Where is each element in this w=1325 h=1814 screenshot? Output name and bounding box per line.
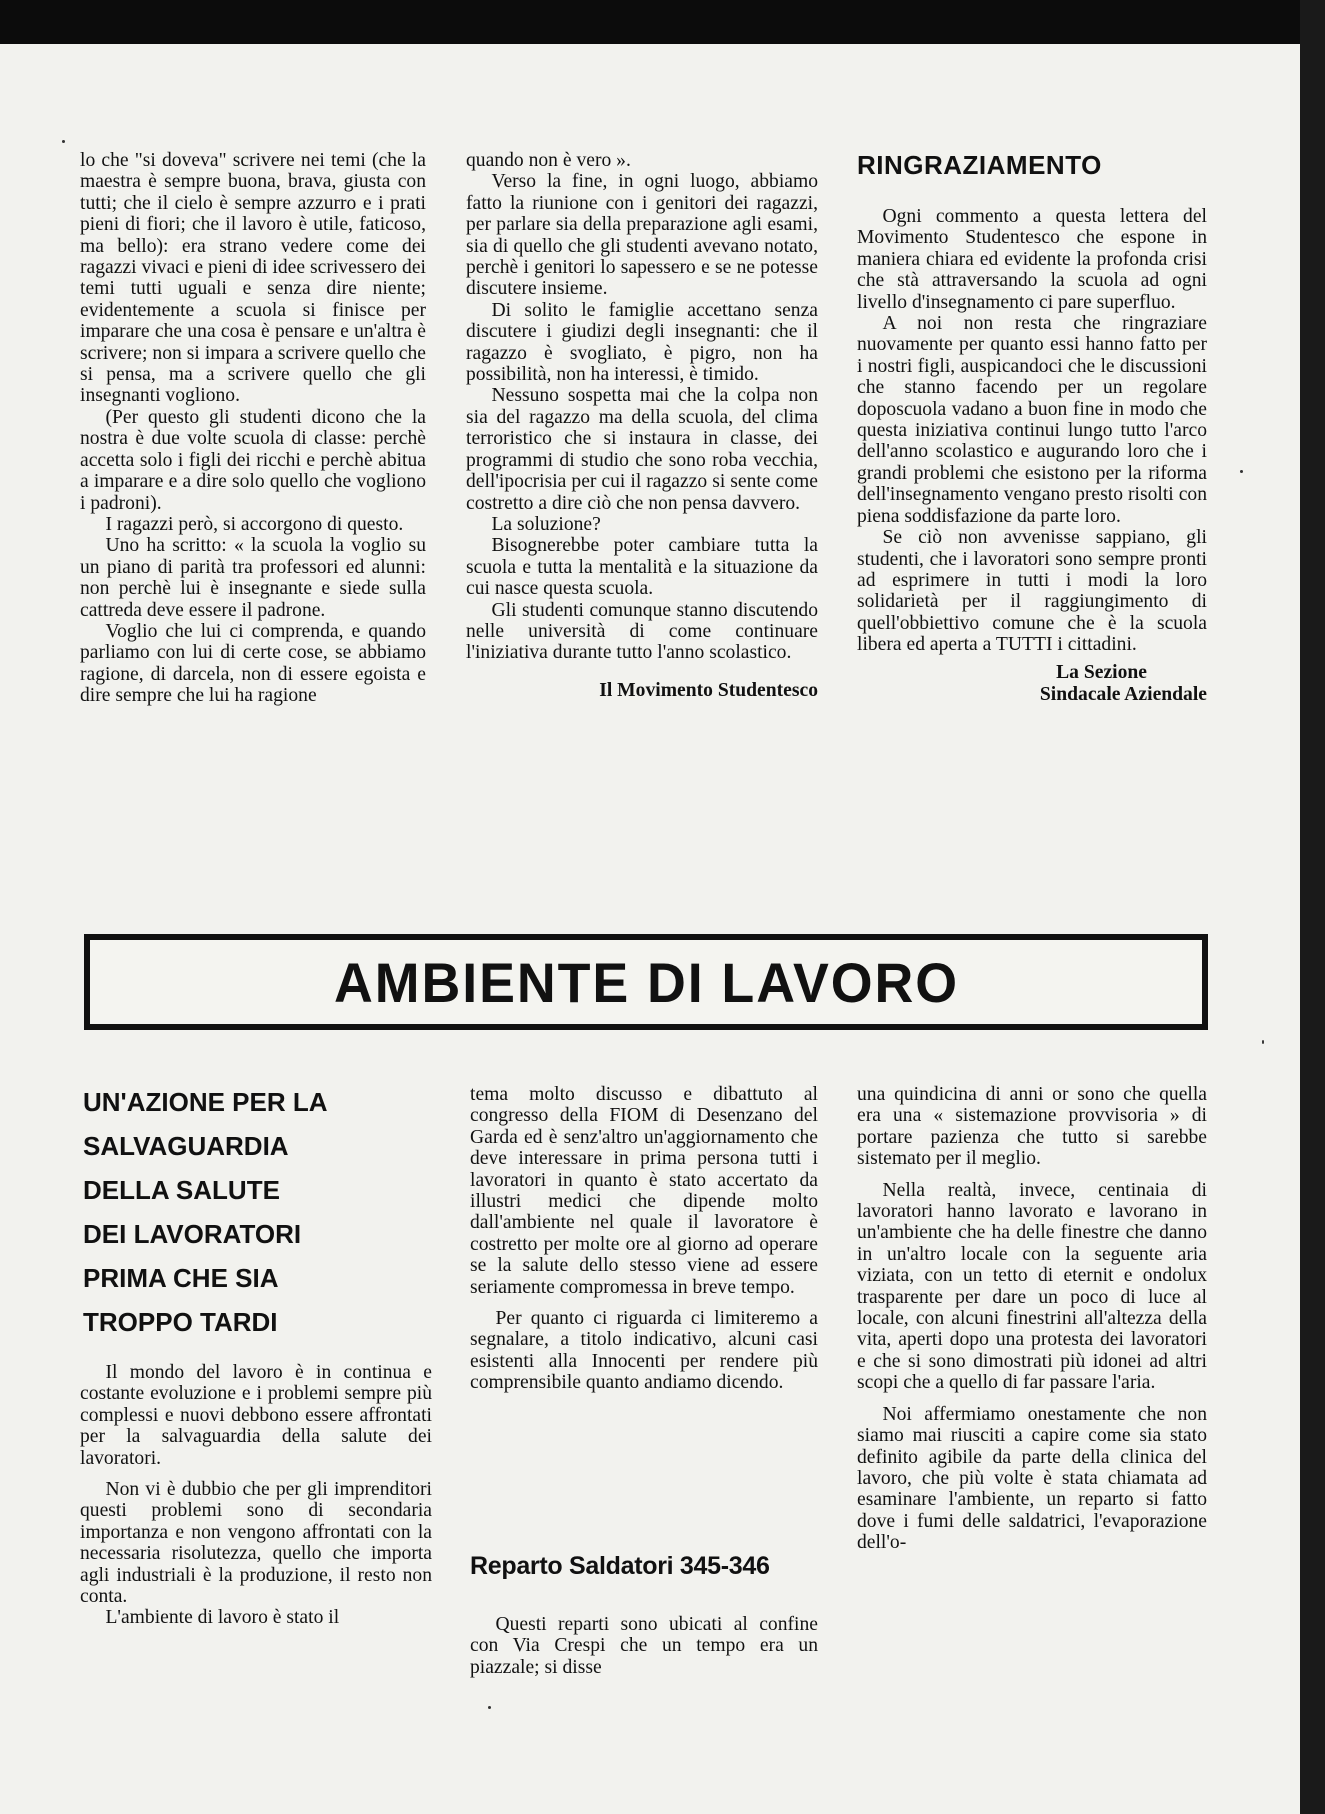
- print-speck: [488, 1706, 491, 1709]
- headline-line: PRIMA CHE SIA: [83, 1263, 279, 1293]
- print-speck: [1240, 470, 1243, 473]
- paragraph: Questi reparti sono ubicati al confine con Via Crespi che un tempo era un piazzale; si disse: [470, 1614, 818, 1678]
- paragraph: Gli studenti comunque stanno discutendo nelle università di come continuare l'iniziativa durante tutto l'anno scolastico.: [466, 599, 818, 664]
- paragraph: una quindicina di anni or sono che quella era una « sistemazione provvisoria » di portare pazienza che tutto si sarebbe sistemato per il meglio.: [857, 1084, 1207, 1170]
- thanks-heading: RINGRAZIAMENTO: [857, 150, 1102, 180]
- signature-line-1: La Sezione: [1056, 661, 1147, 683]
- paragraph: A noi non resta che ringraziare nuovamente per quanto essi hanno fatto per i nostri figli, auspicandoci che le discussioni che stanno facendo per un regolare doposcuola vadano a buon fine in modo che questa iniziativa continui lungo tutto l'arco dell'anno scolastico e augurando loro che i grandi problemi che esistono per la riforma dell'insegnamento vengano presto risolti con piena soddisfazione da parte loro.: [857, 313, 1207, 527]
- paragraph: Nessuno sospetta mai che la colpa non sia del ragazzo ma della scuola, del clima terroristico che si instaura in classe, dei programmi di studio che sono roba vecchia, dell'ipocrisia per cui il ragazzo si sente come costretto a dire ciò che non pensa davvero.: [466, 385, 818, 514]
- upper-column-1: [80, 150, 426, 707]
- headline-line: TROPPO TARDI: [83, 1307, 278, 1337]
- paragraph: Voglio che lui ci comprenda, e quando parliamo con lui di certe cose, se abbiamo ragione, di darcela, non di essere egoista e dire sempre che lui ha ragione: [80, 620, 426, 707]
- signature-movimento: Il Movimento Studentesco: [599, 679, 818, 701]
- paragraph: Il mondo del lavoro è in continua e costante evoluzione e i problemi sempre più complessi e nuovi debbono essere affrontati per la salvaguardia della salute dei lavoratori.: [80, 1362, 432, 1469]
- lower-column-2-continued: [470, 1614, 818, 1678]
- paragraph: (Per questo gli studenti dicono che la nostra è due volte scuola di classe: perchè accetta solo i figli dei ricchi e perchè abitua a imparare e a dire solo quello che vogliono i padroni).: [80, 406, 426, 514]
- paragraph: Verso la fine, in ogni luogo, abbiamo fatto la riunione con i genitori dei ragazzi, per parlare sia della preparazione agli esami, sia di quello che gli studenti avevano notato, perchè i genitori lo sapessero e se ne potesse discutere insieme.: [466, 171, 818, 300]
- paragraph: Non vi è dubbio che per gli imprenditori questi problemi sono di secondaria importanza e non vengono affrontati con la necessaria risolutezza, quello che importa agli industriali è la produzione, il resto non conta.: [80, 1479, 432, 1608]
- paragraph: Di solito le famiglie accettano senza discutere i giudizi degli insegnanti: che il ragazzo è svogliato, è pigro, non ha possibilità, non ha interessi, è timido.: [466, 299, 818, 386]
- paragraph: Bisognerebbe poter cambiare tutta la scuola e tutta la mentalità e la situazione da cui nasce questa scuola.: [466, 535, 818, 600]
- lower-column-2: [470, 1084, 818, 1394]
- banner-title: AMBIENTE DI LAVORO: [333, 950, 959, 1014]
- signature-line-2: Sindacale Aziendale: [1039, 683, 1207, 705]
- paragraph: L'ambiente di lavoro è stato il: [105, 1607, 340, 1629]
- print-speck: [1262, 1040, 1264, 1044]
- headline-line: UN'AZIONE PER LA: [83, 1087, 328, 1117]
- paragraph: tema molto discusso e dibattuto al congresso della FIOM di Desenzano del Garda ed è senz'altro un'aggiornamento che deve interessare in prima persona tutti i lavoratori in quanto è stato accertato da illustri medici che dipende molto dall'ambiente nel quale il lavoratore è costretto per molte ore al giorno ad operare se la salute dello stesso viene ad essere seriamente compromessa in breve tempo.: [470, 1084, 818, 1298]
- lower-column-1: [80, 1362, 432, 1629]
- lower-column-3: [857, 1084, 1207, 1554]
- paragraph: Se ciò non avvenisse sappiano, gli studenti, che i lavoratori sono sempre pronti ad esprimere in tutti i modi la loro solidarietà per il raggiungimento di quell'obbiettivo comune che è la scuola libera ed aperta a TUTTI i cittadini.: [857, 527, 1207, 656]
- paragraph: quando non è vero ».: [466, 150, 631, 171]
- headline-line: SALVAGUARDIA: [83, 1131, 289, 1161]
- upper-column-2: [466, 150, 818, 702]
- paragraph: Nella realtà, invece, centinaia di lavoratori hanno lavorato e lavorano in un'ambiente che ha delle finestre che danno in un'altro locale con la seguente aria viziata, con un tetto di eternit e ondolux trasparente per dare un poco di luce al locale, con alcuni finestrini all'altezza della vita, aperti dopo una protesta dei lavoratori e che si sono dimostrati più idonei ad altri scopi che a quello di far passare l'aria.: [857, 1179, 1207, 1394]
- paragraph: Noi affermiamo onestamente che non siamo mai riusciti a capire come sia stato definito agibile da parte della clinica del lavoro, che più volte è stata chiamata ad esaminare l'ambiente, un reparto si fatto dove i fumi delle saldatrici, l'evaporazione dell'o-: [857, 1403, 1207, 1554]
- paragraph: I ragazzi però, si accorgono di questo.: [105, 513, 404, 535]
- headline-line: DEI LAVORATORI: [83, 1219, 302, 1249]
- paragraph: La soluzione?: [491, 513, 601, 535]
- upper-column-3: [857, 206, 1207, 706]
- reparto-subheading: Reparto Saldatori 345-346: [470, 1552, 770, 1580]
- paragraph: Per quanto ci riguarda ci limiteremo a segnalare, a titolo indicativo, alcuni casi esistenti alla Innocenti per rendere più comprensibile quanto andiamo dicendo.: [470, 1308, 818, 1394]
- paragraph: Ogni commento a questa lettera del Movimento Studentesco che espone in maniera chiara ed evidente la profonda crisi che stà attraversando la scuola ad ogni livello d'insegnamento ci pare superfluo.: [857, 206, 1207, 313]
- paragraph: Uno ha scritto: « la scuola la voglio su un piano di parità tra professori ed alunni: non perchè lui è insegnante e siede sulla cattreda deve essere il padrone.: [80, 535, 426, 621]
- section-banner: [84, 934, 1208, 1030]
- article-headline: [83, 1080, 483, 1344]
- print-speck: [62, 140, 65, 143]
- scan-dark-edge: [1300, 0, 1325, 1814]
- headline-line: DELLA SALUTE: [83, 1175, 280, 1205]
- paragraph: lo che "si doveva" scrivere nei temi (che la maestra è sempre buona, brava, giusta con tutti; che il cielo è sempre azzurro e i prati pieni di fiori; che il lavoro è utile, faticoso, ma bello): era strano vedere come dei ragazzi vivaci e pieni di idee scrivessero dei temi tutti uguali e senza dire niente; evidentemente a scuola si finisce per imparare che una cosa è pensare e un'altra è scrivere; non si impara a scrivere quello che si pensa, ma a scrivere quello che gli insegnanti vogliono.: [80, 150, 426, 407]
